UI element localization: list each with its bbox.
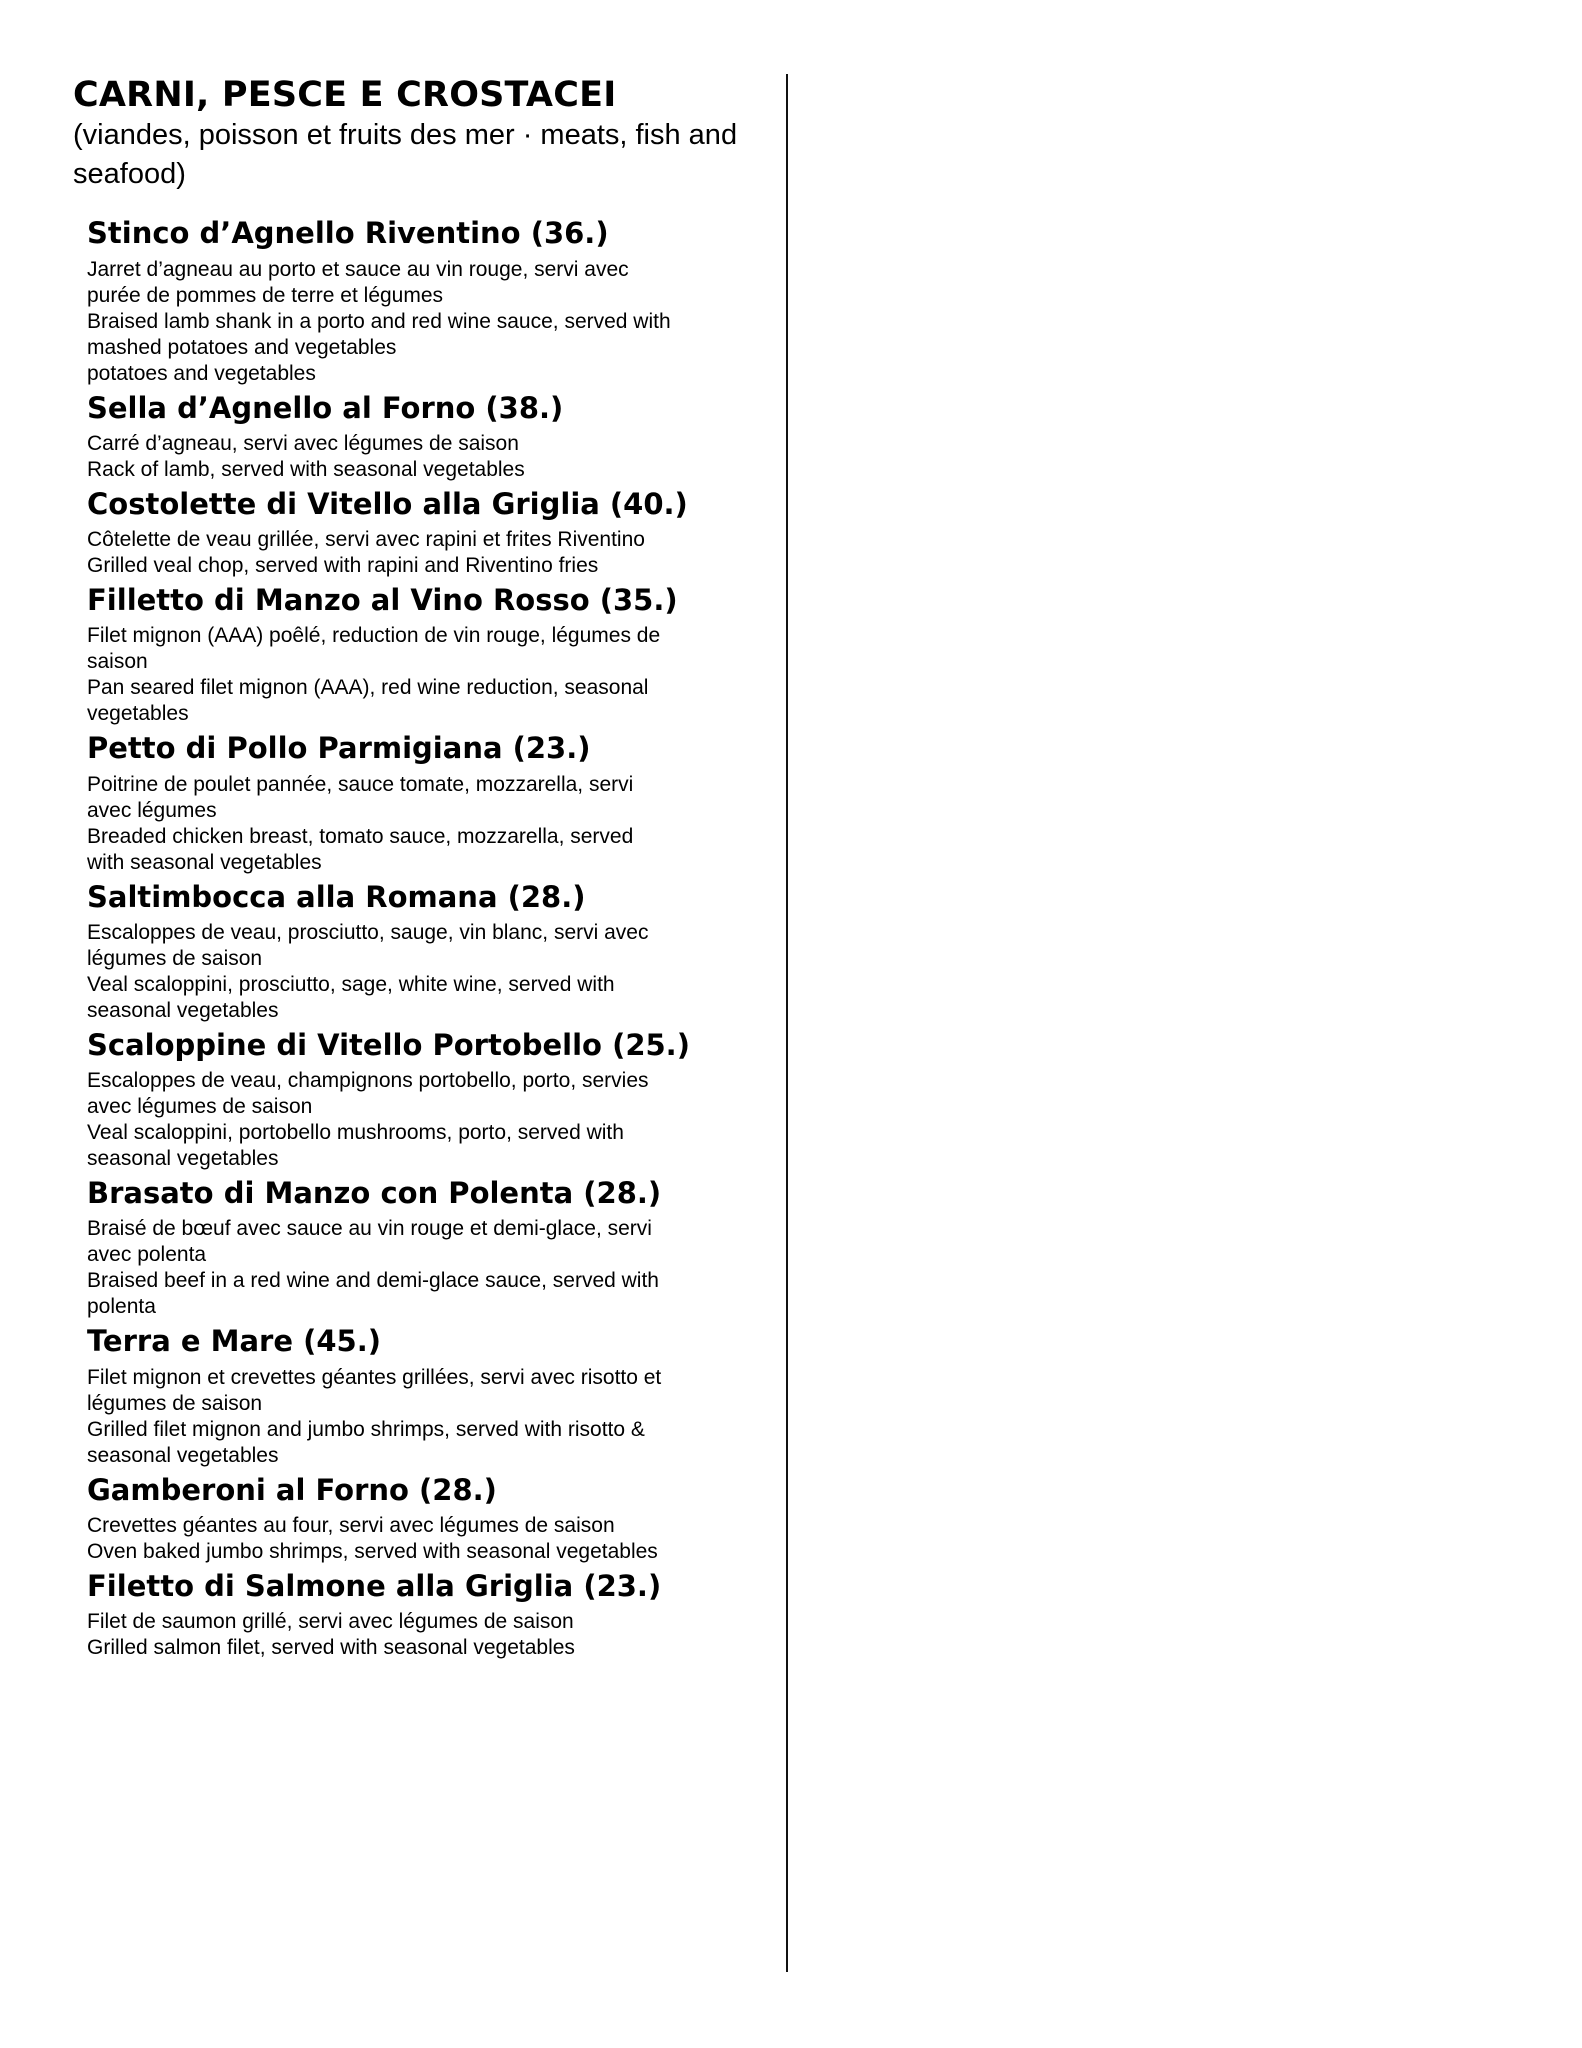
item-description: Carré d’agneau, servi avec légumes de saison Rack of lamb, served with seasonal vegetables xyxy=(87,431,525,481)
item-name: Filletto di Manzo al Vino Rosso (35.) xyxy=(87,583,678,618)
column-divider xyxy=(786,74,788,1972)
item-description: Filet mignon (AAA) poêlé, reduction de vin rouge, légumes de saison Pan seared filet mignon (AAA), red wine reduction, seasonal vegetables xyxy=(87,624,661,726)
menu-item xyxy=(87,1026,763,1172)
item-name: Costolette di Vitello alla Griglia (40.) xyxy=(87,486,688,521)
item-description: Côtelette de veau grillée, servi avec rapini et frites Riventino Grilled veal chop, served with rapini and Riventino fries xyxy=(87,528,645,578)
item-description: Escaloppes de veau, prosciutto, sauge, vin blanc, servi avec légumes de saison Veal scaloppini, prosciutto, sage, white wine, served with seasonal vegetables xyxy=(87,920,649,1022)
item-name: Scaloppine di Vitello Portobello (25.) xyxy=(87,1027,690,1062)
item-description: Filet de saumon grillé, servi avec légumes de saison Grilled salmon filet, served with seasonal vegetables xyxy=(87,1610,575,1660)
section-title: CARNI, PESCE E CROSTACEI xyxy=(73,75,617,115)
item-name: Saltimbocca alla Romana (28.) xyxy=(87,879,586,914)
menu-item xyxy=(87,485,763,579)
menu-item xyxy=(87,1567,763,1661)
item-description: Escaloppes de veau, champignons portobello, porto, servies avec légumes de saison Veal scaloppini, portobello mushrooms, porto, served with seasonal vegetables xyxy=(87,1069,649,1171)
menu-item-list xyxy=(73,214,763,1661)
menu-item xyxy=(87,1174,763,1320)
item-name: Brasato di Manzo con Polenta (28.) xyxy=(87,1176,662,1211)
menu-item xyxy=(87,1471,763,1565)
item-description: Crevettes géantes au four, servi avec légumes de saison Oven baked jumbo shrimps, served with seasonal vegetables xyxy=(87,1513,658,1563)
item-description: Braisé de bœuf avec sauce au vin rouge et demi-glace, servi avec polenta Braised beef in a red wine and demi-glace sauce, served with polenta xyxy=(87,1217,659,1319)
item-name: Gamberoni al Forno (28.) xyxy=(87,1472,497,1507)
item-description: Filet mignon et crevettes géantes grillées, servi avec risotto et légumes de saison Grilled filet mignon and jumbo shrimps, served with risotto & seasonal vegetables xyxy=(87,1365,662,1467)
item-name: Stinco d’Agnello Riventino (36.) xyxy=(87,216,609,251)
item-name: Sella d’Agnello al Forno (38.) xyxy=(87,390,564,425)
menu-item xyxy=(87,1322,763,1468)
menu-section xyxy=(73,74,763,1663)
item-name: Filetto di Salmone alla Griglia (23.) xyxy=(87,1568,662,1603)
item-description: Jarret d’agneau au porto et sauce au vin rouge, servi avec purée de pommes de terre et légumes Braised lamb shank in a porto and red wine sauce, served with mashed potatoes and vegetables potatoes and vegetables xyxy=(87,257,671,385)
menu-item xyxy=(87,389,763,483)
section-subtitle: (viandes, poisson et fruits des mer · meats, fish and seafood) xyxy=(73,119,738,191)
item-description: Poitrine de poulet pannée, sauce tomate, mozzarella, servi avec légumes Breaded chicken breast, tomato sauce, mozzarella, served with seasonal vegetables xyxy=(87,772,634,874)
menu-item xyxy=(87,878,763,1024)
item-name: Terra e Mare (45.) xyxy=(87,1324,382,1359)
menu-item xyxy=(87,214,763,386)
menu-item xyxy=(87,581,763,727)
item-name: Petto di Pollo Parmigiana (23.) xyxy=(87,731,591,766)
menu-item xyxy=(87,729,763,875)
